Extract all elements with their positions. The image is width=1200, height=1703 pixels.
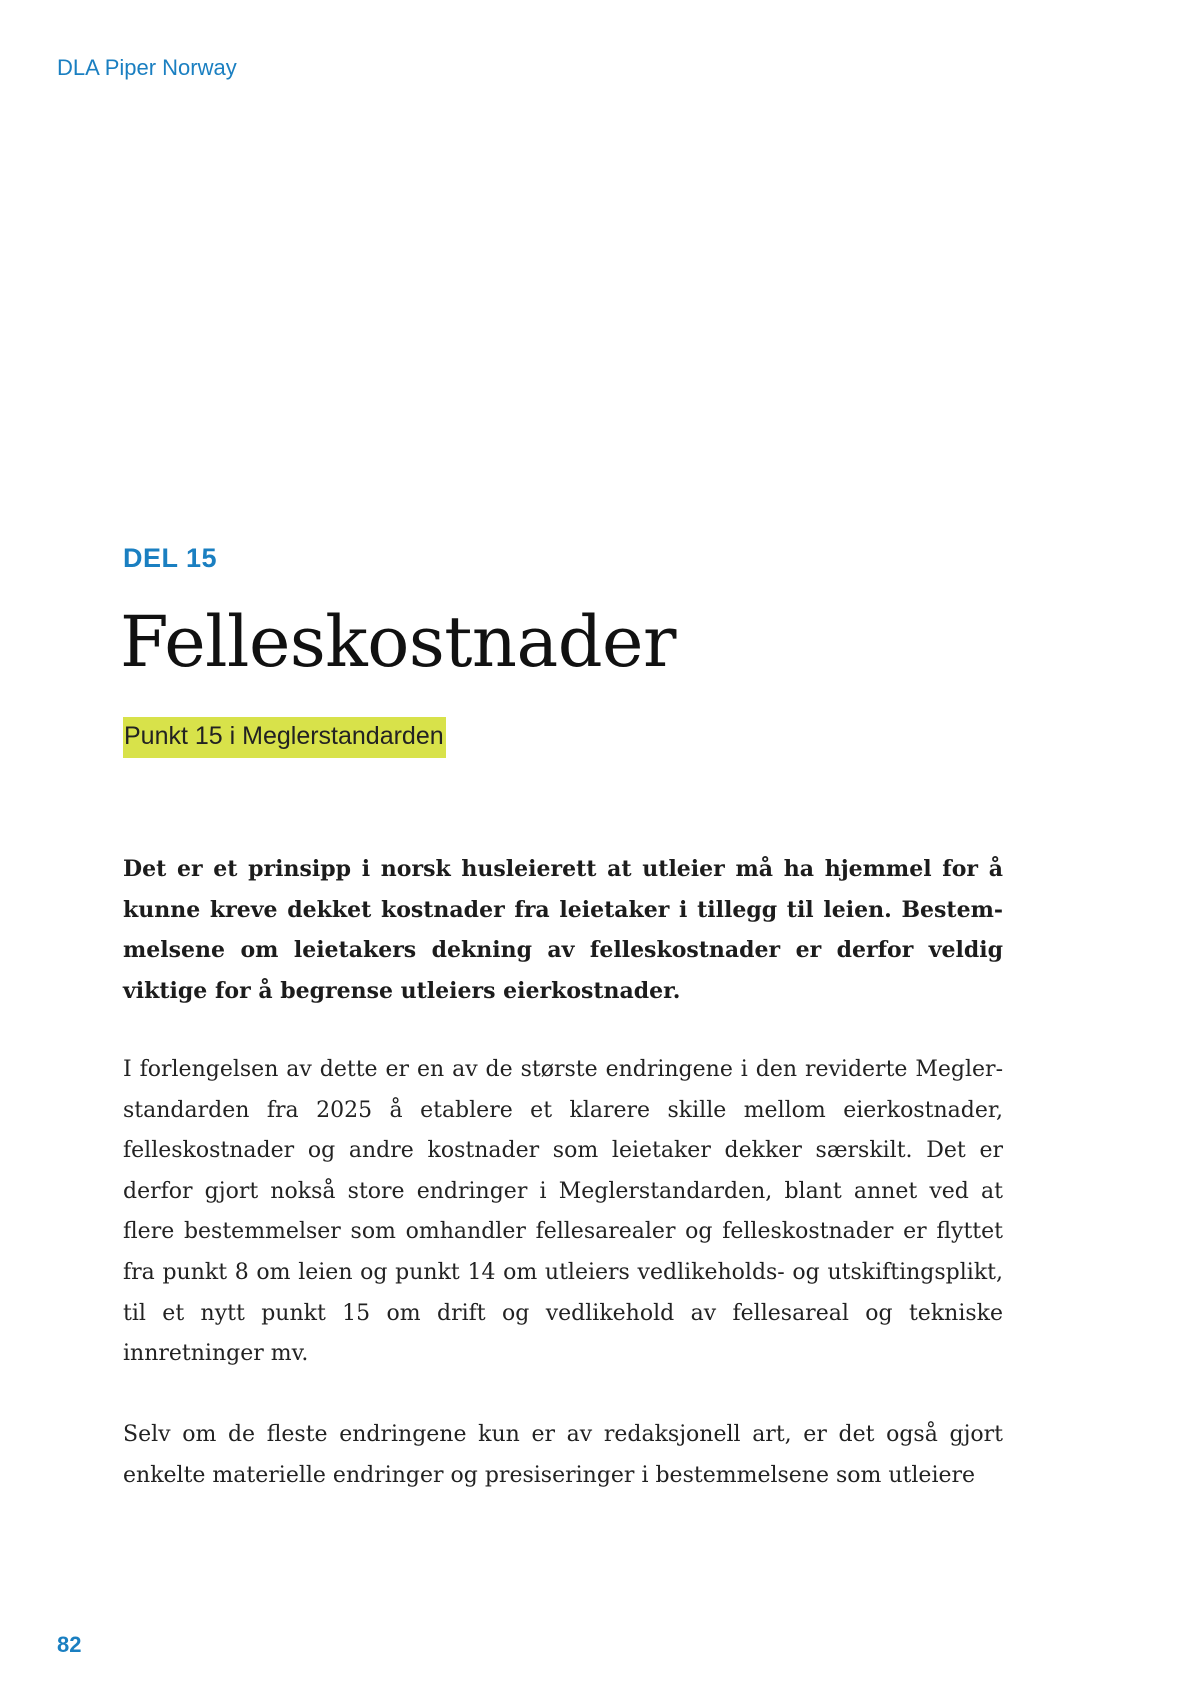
lead-paragraph: Det er et prinsipp i norsk husleierett at utleier må ha hjemmel for å kunne kreve dekket kostnader fra leietaker i tillegg til leien. Bestemmelsene om leietakers dekning av felleskostnader er derfor veldig viktige for å begrense utleiers eierkostnader. (123, 856, 1003, 1004)
body-paragraph: I forlengelsen av dette er en av de største endringene i den reviderte Meglerstandarden fra 2025 å etablere et klarere skille mellom eierkostnader, felleskostnader og andre kostnader som leietaker dekker særskilt. Det er derfor gjort nokså store endringer i Meglerstandarden, blant annet ved at flere bestemmelser som omhandler fellesarealer og felleskostnader er flyttet fra punkt 8 om leien og punkt 14 om utleiers vedlikeholds- og utskiftingsplikt, til et nytt punkt 15 om drift og vedlikehold av fellesareal og tekniske innretninger mv. (123, 1057, 1003, 1367)
section-label: DEL 15 (123, 543, 218, 573)
highlighted-subtitle: Punkt 15 i Meglerstandarden (123, 717, 446, 758)
body-paragraph: Selv om de fleste endringene kun er av redaksjonell art, er det også gjort enkelte materielle endringer og presiseringer i bestemmelsene som utleiere (123, 1422, 1003, 1488)
running-header: DLA Piper Norway (57, 55, 237, 80)
subtitle-container (123, 717, 446, 758)
page-title: Felleskostnader (120, 601, 676, 683)
page-number: 82 (57, 1632, 82, 1657)
